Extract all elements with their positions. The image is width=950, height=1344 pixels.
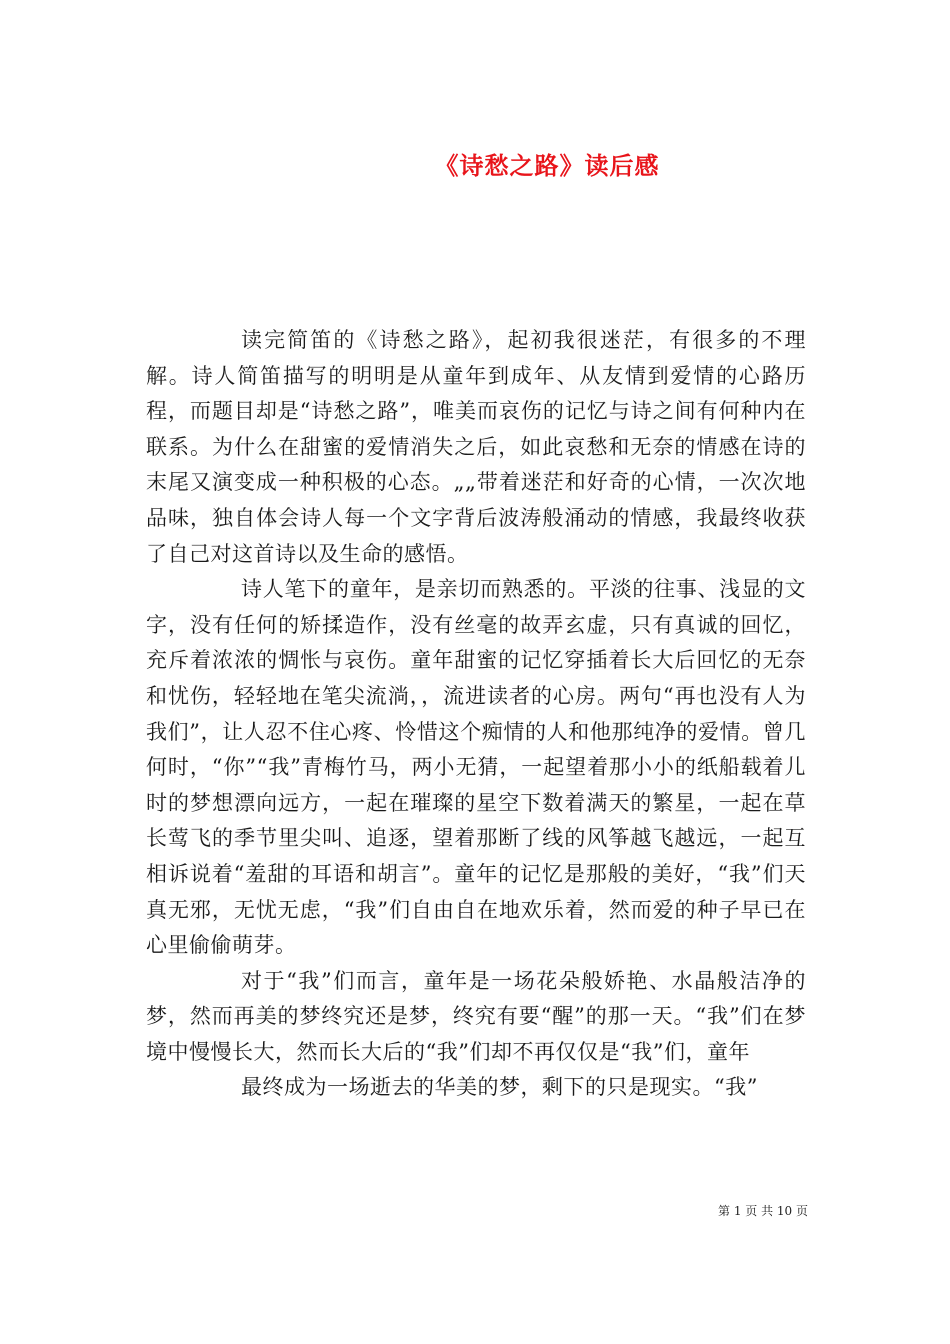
paragraph: 诗人笔下的童年，是亲切而熟悉的。平淡的往事、浅显的文字，没有任何的矫揉造作，没有丝毫的故弄玄虚，只有真诚的回忆，充斥着浓浓的惆怅与哀伤。童年甜蜜的记忆穿插着长大后回忆的无奈和忧伤，轻轻地在笔尖流淌，，流进读者的心房。两句“再也没有人为我们”，让人忍不住心疼、怜惜这个痴情的人和他那纯净的爱情。曾几何时，“你”“我”青梅竹马，两小无猜，一起望着那小小的纸船载着儿时的梦想漂向远方，一起在璀璨的星空下数着满天的繁星，一起在草长莺飞的季节里尖叫、追逐，望着那断了线的风筝越飞越远，一起互相诉说着“羞甜的耳语和胡言”。童年的记忆是那般的美好，“我”们天真无邪，无忧无虑，“我”们自由自在地欢乐着，然而爱的种子早已在心里偷偷萌芽。 <box>146 577 806 958</box>
page-number-footer: 第 1 页 共 10 页 <box>718 1204 808 1218</box>
document-body <box>146 323 806 1106</box>
paragraph: 对于“我”们而言，童年是一场花朵般娇艳、水晶般洁净的梦，然而再美的梦终究还是梦，终究有要“醒”的那一天。“我”们在梦境中慢慢长大，然而长大后的“我”们却不再仅仅是“我”们，童年 <box>146 968 806 1064</box>
paragraph: 最终成为一场逝去的华美的梦，剩下的只是现实。“我” <box>241 1075 758 1100</box>
paragraph: 读完简笛的《诗愁之路》，起初我很迷茫，有很多的不理解。诗人简笛描写的明明是从童年到成年、从友情到爱情的心路历程，而题目却是“诗愁之路”，唯美而哀伤的记忆与诗之间有何种内在联系。为什么在甜蜜的爱情消失之后，如此哀愁和无奈的情感在诗的末尾又演变成一种积极的心态。„„带着迷茫和好奇的心情，一次次地品味，独自体会诗人每一个文字背后波涛般涌动的情感，我最终收获了自己对这首诗以及生命的感悟。 <box>146 328 806 566</box>
document-title: 《诗愁之路》读后感 <box>434 152 660 181</box>
